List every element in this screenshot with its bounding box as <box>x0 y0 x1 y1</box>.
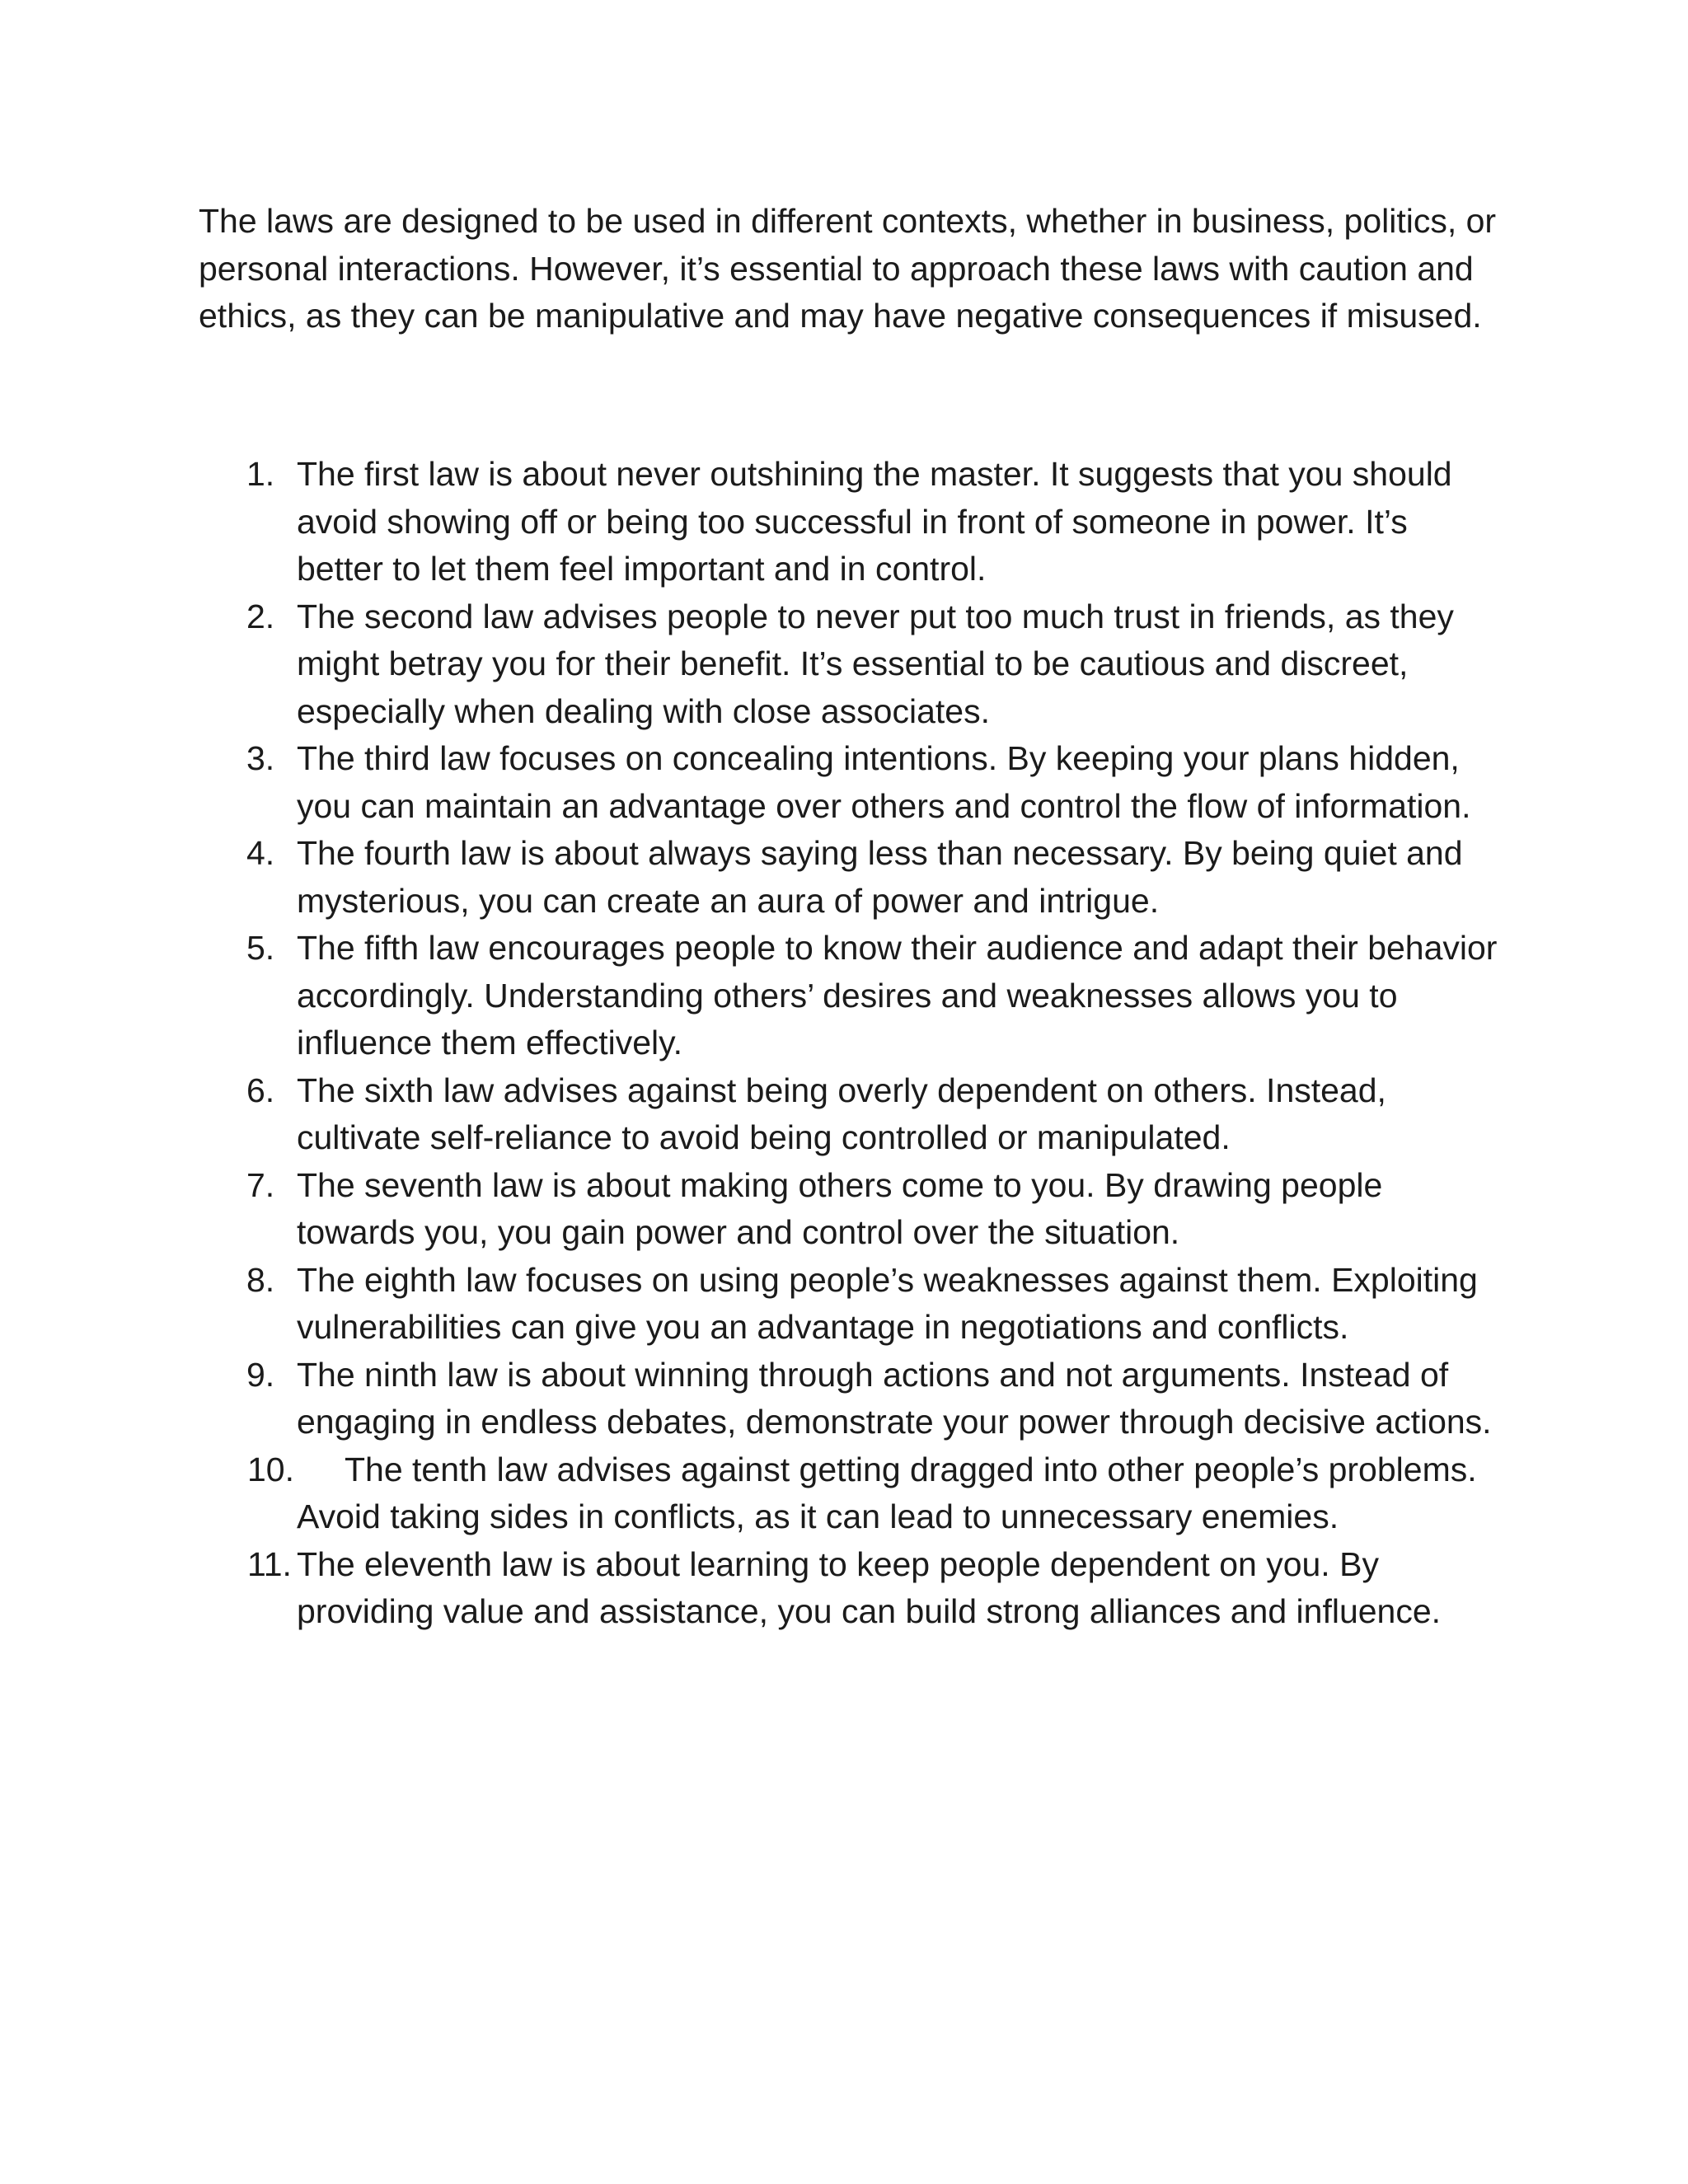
list-item <box>199 925 1501 1067</box>
list-item-number: 1. <box>246 455 275 493</box>
list-item-number: 11. <box>247 1544 292 1583</box>
list-item-number: 8. <box>246 1260 275 1299</box>
list-item-number: 7. <box>246 1165 275 1204</box>
list-item <box>199 735 1501 830</box>
list-item <box>199 830 1501 925</box>
list-item-number: 9. <box>246 1355 275 1394</box>
list-item-text: The first law is about never outshining the master. It suggests that you should avoid showing off or being too successful in front of someone in power. It’s better to let them feel important and in control. <box>297 455 1452 588</box>
list-item-number: 10. <box>247 1450 294 1488</box>
list-item-text: The eighth law focuses on using people’s weaknesses against them. Exploiting vulnerabilities can give you an advantage in negotiations and conflicts. <box>297 1260 1478 1346</box>
list-item-text: The seventh law is about making others come to you. By drawing people towards you, you gain power and control over the situation. <box>297 1165 1383 1251</box>
list-item-text: The eleventh law is about learning to keep people dependent on you. By providing value and assistance, you can build strong alliances and influence. <box>297 1544 1442 1630</box>
list-item-text: The sixth law advises against being overly dependent on others. Instead, cultivate self-reliance to avoid being controlled or manipulated. <box>297 1071 1386 1156</box>
intro-paragraph: The laws are designed to be used in different contexts, whether in business, politics, or personal interactions. However, it’s essential to approach these laws with caution and ethics, as they can be manipulative and may have negative consequences if misused. <box>199 202 1497 335</box>
laws-list <box>199 451 1501 1636</box>
list-item-text: The ninth law is about winning through actions and not arguments. Instead of engaging in endless debates, demonstrate your power through decisive actions. <box>297 1355 1492 1441</box>
list-item-text: The fifth law encourages people to know their audience and adapt their behavior accordingly. Understanding others’ desires and weaknesses allows you to influence them effectively. <box>297 929 1498 1062</box>
list-item-text: The tenth law advises against getting dragged into other people’s problems. Avoid taking sides in conflicts, as it can lead to unnecessary enemies. <box>297 1450 1477 1535</box>
list-item <box>199 593 1501 736</box>
list-item-number: 2. <box>246 597 275 635</box>
list-item <box>199 1352 1501 1446</box>
list-item <box>199 451 1501 593</box>
list-item-number: 4. <box>246 834 275 872</box>
list-item-text: The second law advises people to never put too much trust in friends, as they might betray you for their benefit. It’s essential to be cautious and discreet, especially when dealing with close associates. <box>297 597 1454 730</box>
list-item-text: The fourth law is about always saying less than necessary. By being quiet and mysterious, you can create an aura of power and intrigue. <box>297 834 1463 920</box>
list-item <box>199 1446 1501 1541</box>
list-item <box>199 1162 1501 1257</box>
list-item <box>199 1257 1501 1352</box>
list-item <box>199 1067 1501 1162</box>
list-item-number: 3. <box>246 739 275 777</box>
list-item-number: 6. <box>246 1071 275 1109</box>
list-item-number: 5. <box>246 929 275 967</box>
list-item-text: The third law focuses on concealing intentions. By keeping your plans hidden, you can maintain an advantage over others and control the flow of information. <box>297 739 1471 825</box>
list-item <box>199 1541 1501 1636</box>
